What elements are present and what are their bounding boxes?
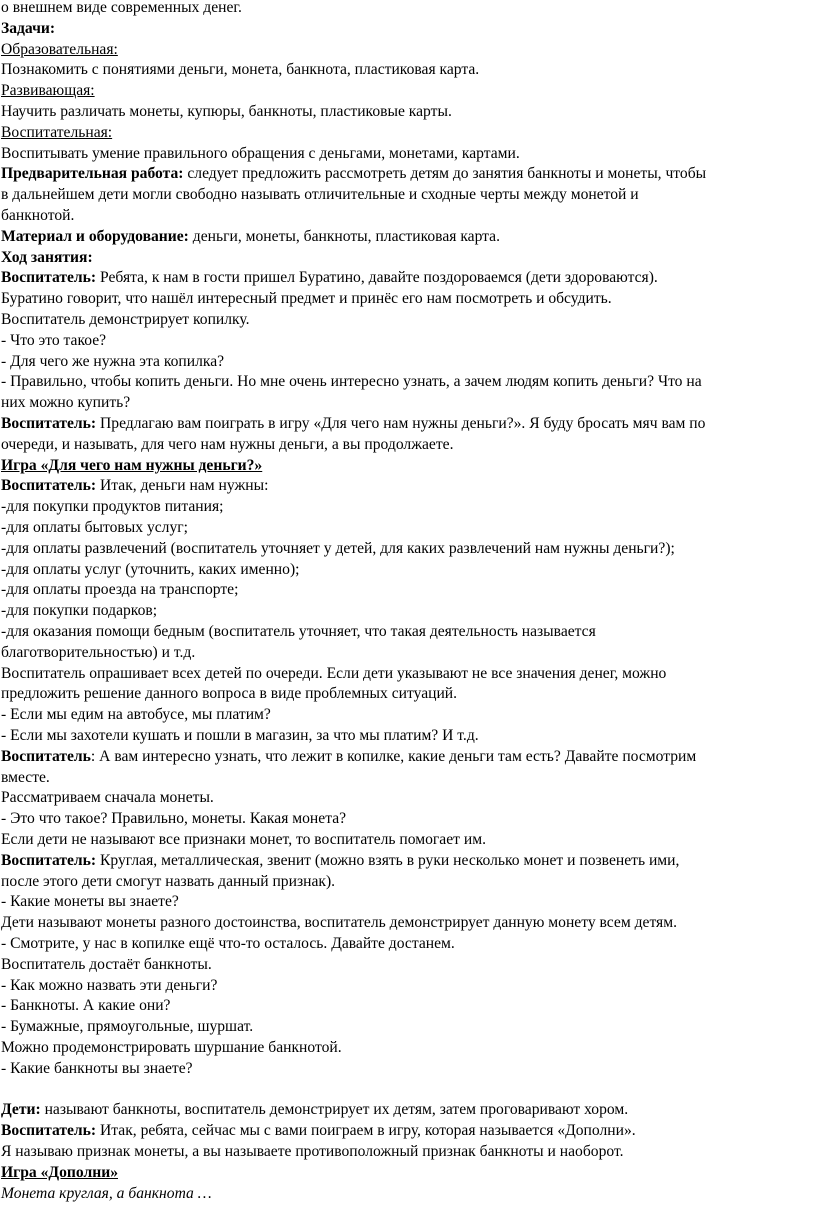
text-run: - Для чего же нужна эта копилка? xyxy=(1,352,225,370)
text-line xyxy=(1,19,55,40)
text-run: - Какие монеты вы знаете? xyxy=(1,893,179,911)
text-run: Предлагаю вам поиграть в игру «Для чего нам нужны деньги?». Я буду бросать мяч вам по xyxy=(96,415,706,432)
text-line xyxy=(1,164,706,185)
text-run: -для покупки подарков; xyxy=(1,602,158,620)
text-line xyxy=(1,1059,193,1080)
text-run: Рассматриваем сначала монеты. xyxy=(1,789,214,807)
text-run-bu: Игра «Дополни» xyxy=(1,1163,118,1181)
text-run: благотворительностью) и т.д. xyxy=(1,643,196,661)
text-line xyxy=(1,934,455,955)
text-run-b: Воспитатель: xyxy=(1,477,97,495)
text-run: предложить решение данного вопроса в виде проблемных ситуаций. xyxy=(1,685,458,703)
text-run: Круглая, металлическая, звенит (можно взять в руки несколько монет и позвенеть ими, xyxy=(96,851,680,869)
text-run-b: Воспитатель: xyxy=(1,1122,97,1140)
text-run-u: Воспитательная: xyxy=(1,123,113,141)
text-run: очереди, и называть, для чего нам нужны деньги, а вы продолжаете. xyxy=(1,435,454,453)
text-run: называют банкноты, воспитатель демонстрирует их детям, затем проговаривают хором. xyxy=(40,1101,629,1119)
text-line xyxy=(1,913,677,934)
text-line xyxy=(1,102,452,123)
text-line xyxy=(1,1142,624,1163)
text-line xyxy=(1,705,271,726)
text-run: - Банкноты. А какие они? xyxy=(1,997,171,1015)
text-run: -для оплаты проезда на транспорте; xyxy=(1,581,239,599)
text-line xyxy=(1,622,596,643)
text-line xyxy=(1,747,696,768)
text-run: - Правильно, чтобы копить деньги. Но мне очень интересно узнать, а зачем людям копить деньги? Что на xyxy=(1,373,702,391)
text-line xyxy=(1,851,679,872)
text-run: Воспитатель опрашивает всех детей по очереди. Если дети указывают не все значения денег, можно xyxy=(1,664,667,682)
text-line xyxy=(1,435,453,456)
text-run: Воспитатель демонстрирует копилку. xyxy=(1,311,250,328)
text-line xyxy=(1,560,299,581)
text-line xyxy=(1,40,118,61)
text-line xyxy=(1,809,346,830)
text-line xyxy=(1,580,238,601)
text-run: о внешнем виде современных денег. xyxy=(1,0,242,16)
text-run: - Смотрите, у нас в копилке ещё что-то осталось. Давайте достанем. xyxy=(1,935,455,952)
text-run: -для оплаты бытовых услуг; xyxy=(1,519,188,536)
text-run: -для покупки продуктов питания; xyxy=(1,498,224,516)
text-run-b: Материал и оборудование: xyxy=(1,227,189,245)
text-line xyxy=(1,331,106,352)
text-run: - Как можно назвать эти деньги? xyxy=(1,976,218,994)
text-line xyxy=(1,393,130,414)
text-line xyxy=(1,976,217,997)
text-line xyxy=(1,892,179,913)
text-line xyxy=(1,248,93,269)
text-line xyxy=(1,664,666,685)
text-run: Я называю признак монеты, а вы называете противоположный признак банкноты и наоборот. xyxy=(1,1143,624,1160)
text-run-u: Образовательная: xyxy=(1,40,118,58)
text-line xyxy=(1,352,224,373)
text-line xyxy=(1,1163,118,1184)
text-run: Дети называют монеты разного достоинства, воспитатель демонстрирует данную монету всем детям. xyxy=(1,914,677,932)
text-line xyxy=(1,996,170,1017)
text-run: Научить различать монеты, купюры, банкноты, пластиковые карты. xyxy=(1,103,452,120)
text-line xyxy=(1,60,479,81)
text-run: Если дети не называют все признаки монет, то воспитатель помогает им. xyxy=(1,831,486,848)
text-line xyxy=(1,414,705,435)
text-run-b: Воспитатель: xyxy=(1,415,97,432)
text-line xyxy=(1,1017,253,1038)
text-run: - Какие банкноты вы знаете? xyxy=(1,1059,193,1077)
text-line xyxy=(1,81,95,102)
text-run: - Бумажные, прямоугольные, шуршат. xyxy=(1,1018,254,1036)
text-line xyxy=(1,726,479,747)
text-line xyxy=(1,955,212,976)
text-run-b: Воспитатель: xyxy=(1,851,97,869)
text-run-bu: Игра «Для чего нам нужны деньги?» xyxy=(1,456,263,474)
text-line xyxy=(1,601,157,622)
text-run: в дальнейшем дети могли свободно называть отличительные и сходные черты между монетой и xyxy=(1,186,639,204)
text-run: -для оплаты услуг (уточнить, каких именно); xyxy=(1,560,300,578)
text-run: : А вам интересно узнать, что лежит в копилке, какие деньги там есть? Давайте посмотрим xyxy=(90,747,697,765)
text-run: после этого дети смогут назвать данный признак). xyxy=(1,872,336,890)
text-line xyxy=(1,0,242,19)
text-run: Ребята, к нам в гости пришел Буратино, давайте поздороваемся (дети здороваются). xyxy=(96,269,658,287)
text-run-u: Развивающая: xyxy=(1,82,95,100)
text-run-i: Монета круглая, а банкнота … xyxy=(1,1184,212,1202)
text-line xyxy=(1,497,224,518)
text-line xyxy=(1,1184,212,1205)
text-line xyxy=(1,206,74,227)
text-line xyxy=(1,268,658,289)
text-run: -для оказания помощи бедным (воспитатель уточняет, что такая деятельность называется xyxy=(1,623,596,640)
text-run: Воспитывать умение правильного обращения с деньгами, монетами, картами. xyxy=(1,144,520,162)
text-line xyxy=(1,539,675,560)
text-line xyxy=(1,310,250,331)
text-line xyxy=(1,227,500,248)
text-line xyxy=(1,372,702,393)
text-run: Итак, деньги нам нужны: xyxy=(96,477,269,495)
text-run: - Если мы едим на автобусе, мы платим? xyxy=(1,706,271,724)
text-line xyxy=(1,643,195,664)
text-line xyxy=(1,1100,628,1121)
text-line xyxy=(1,830,486,851)
text-run: - Что это такое? xyxy=(1,331,107,349)
text-run-b: Дети: xyxy=(1,1101,41,1119)
text-run: - Это что такое? Правильно, монеты. Какая монета? xyxy=(1,810,347,828)
text-line xyxy=(1,144,520,165)
text-run: Воспитатель достаёт банкноты. xyxy=(1,955,212,973)
text-run-b: Воспитатель: xyxy=(1,269,97,287)
text-run-b: Воспитатель xyxy=(1,747,91,765)
text-run-b: Ход занятия: xyxy=(1,248,93,266)
text-run: Познакомить с понятиями деньги, монета, банкнота, пластиковая карта. xyxy=(1,61,480,79)
text-line xyxy=(1,123,112,144)
text-run-b: Предварительная работа: xyxy=(1,165,184,183)
text-line xyxy=(1,684,457,705)
text-run: них можно купить? xyxy=(1,394,131,412)
text-line xyxy=(1,456,262,477)
text-run: -для оплаты развлечений (воспитатель уточняет у детей, для каких развлечений нам нужны деньги?); xyxy=(1,539,675,557)
text-run: Можно продемонстрировать шуршание банкнотой. xyxy=(1,1039,342,1056)
text-run: вместе. xyxy=(1,768,50,786)
text-line xyxy=(1,872,335,893)
text-line xyxy=(1,185,639,206)
text-run: - Если мы захотели кушать и пошли в магазин, за что мы платим? И т.д. xyxy=(1,727,479,744)
text-line xyxy=(1,788,214,809)
text-line xyxy=(1,289,612,310)
text-run: Итак, ребята, сейчас мы с вами поиграем в игру, которая называется «Дополни». xyxy=(96,1122,636,1140)
text-run: Буратино говорит, что нашёл интересный предмет и принёс его нам посмотреть и обсудить. xyxy=(1,290,612,308)
text-line xyxy=(1,768,50,789)
text-run: следует предложить рассмотреть детям до занятия банкноты и монеты, чтобы xyxy=(183,165,707,183)
text-run-b: Задачи: xyxy=(1,19,56,37)
text-line xyxy=(1,476,268,497)
text-run: банкнотой. xyxy=(1,207,75,224)
text-line xyxy=(1,1038,342,1059)
text-line xyxy=(1,518,188,539)
text-line xyxy=(1,1121,636,1142)
text-run: деньги, монеты, банкноты, пластиковая карта. xyxy=(188,227,500,245)
